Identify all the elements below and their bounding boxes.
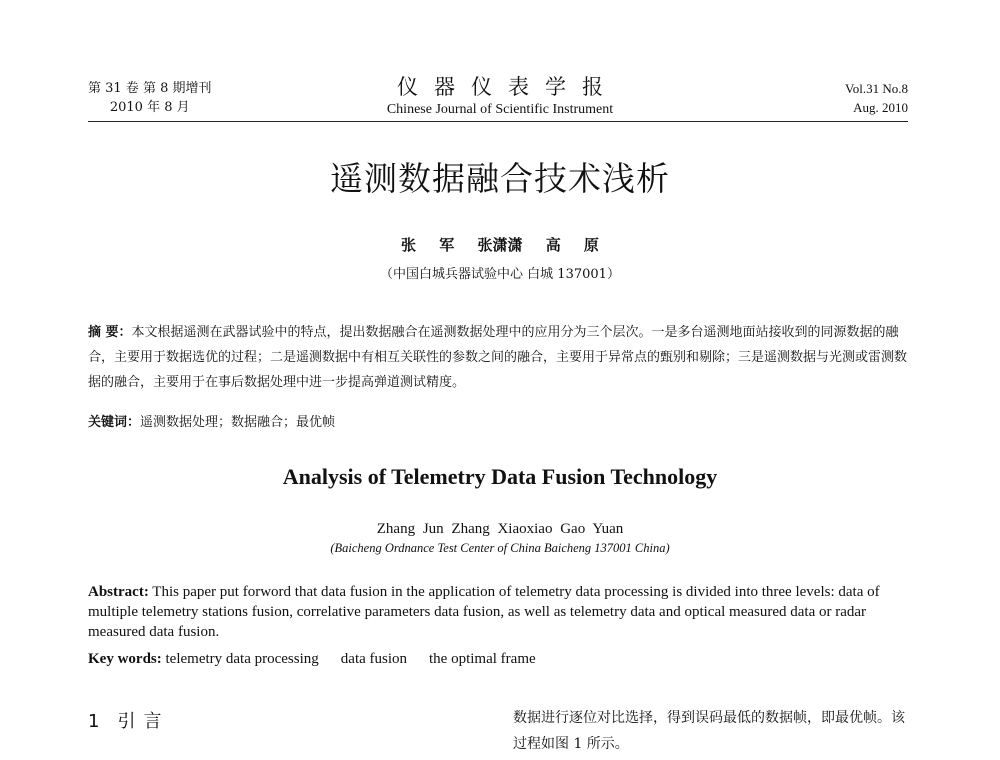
section-heading — [88, 707, 169, 733]
keywords-cn-text: 遥测数据处理；数据融合；最优帧 — [140, 415, 336, 430]
section-title: 引言 — [117, 711, 170, 732]
journal-title-cn: 仪器仪表学报 — [397, 75, 619, 99]
header-volume: 第 31 卷 第 8 期增刊 — [88, 81, 212, 96]
keywords-en — [88, 651, 536, 668]
keywords-cn — [88, 411, 335, 430]
section-number: 1 — [88, 711, 100, 732]
authors-cn: 张 军 张潇潇 高 原 — [401, 236, 599, 254]
body-text-right-column: 数据进行逐位对比选择，得到误码最低的数据帧，即最优帧。该过程如图 1 所示。 — [513, 710, 905, 752]
paper-title-en: Analysis of Telemetry Data Fusion Technology — [282, 464, 718, 489]
header-month-year: Aug. 2010 — [853, 100, 908, 115]
affiliation-en: (Baicheng Ordnance Test Center of China Baicheng 137001 China) — [330, 541, 670, 555]
keyword-item: the optimal frame — [429, 651, 536, 667]
header-rule — [88, 121, 908, 122]
keyword-item: data fusion — [340, 651, 408, 667]
journal-title-en: Chinese Journal of Scientific Instrument — [386, 102, 614, 117]
header-date: 2010 年 8 月 — [109, 100, 190, 115]
affiliation-cn: （中国白城兵器试验中心 白城 137001） — [380, 267, 620, 282]
abstract-en — [88, 582, 908, 642]
abstract-cn-label: 摘 要： — [88, 325, 132, 340]
keyword-item: telemetry data processing — [165, 651, 319, 667]
header-volume-en — [845, 79, 908, 117]
keywords-en-label: Key words: — [88, 651, 162, 667]
header-vol-no: Vol.31 No.8 — [845, 81, 908, 96]
abstract-en-label: Abstract: — [88, 584, 149, 600]
authors-en: Zhang Jun Zhang Xiaoxiao Gao Yuan — [376, 521, 624, 537]
paper-title-cn: 遥测数据融合技术浅析 — [330, 159, 670, 198]
abstract-en-text: This paper put forword that data fusion in the application of telemetry data processing is divided into three levels: data of multiple telemetry stations fusion, correlative parameters data fusion, as well as telemetry data and optical measured data or radar measured data fusion. — [88, 584, 880, 640]
abstract-cn — [88, 320, 908, 395]
keywords-cn-label: 关键词： — [88, 415, 141, 430]
abstract-cn-text: 本文根据遥测在武器试验中的特点，提出数据融合在遥测数据处理中的应用分为三个层次。一是多台遥测地面站接收到的同源数据的融合，主要用于数据选优的过程；二是遥测数据中有相互关联性的参数之间的融合，主要用于异常点的甄别和剔除；三是遥测数据与光测或雷测数据的融合，主要用于在事后数据处理中进一步提高弹道测试精度。 — [88, 325, 908, 390]
